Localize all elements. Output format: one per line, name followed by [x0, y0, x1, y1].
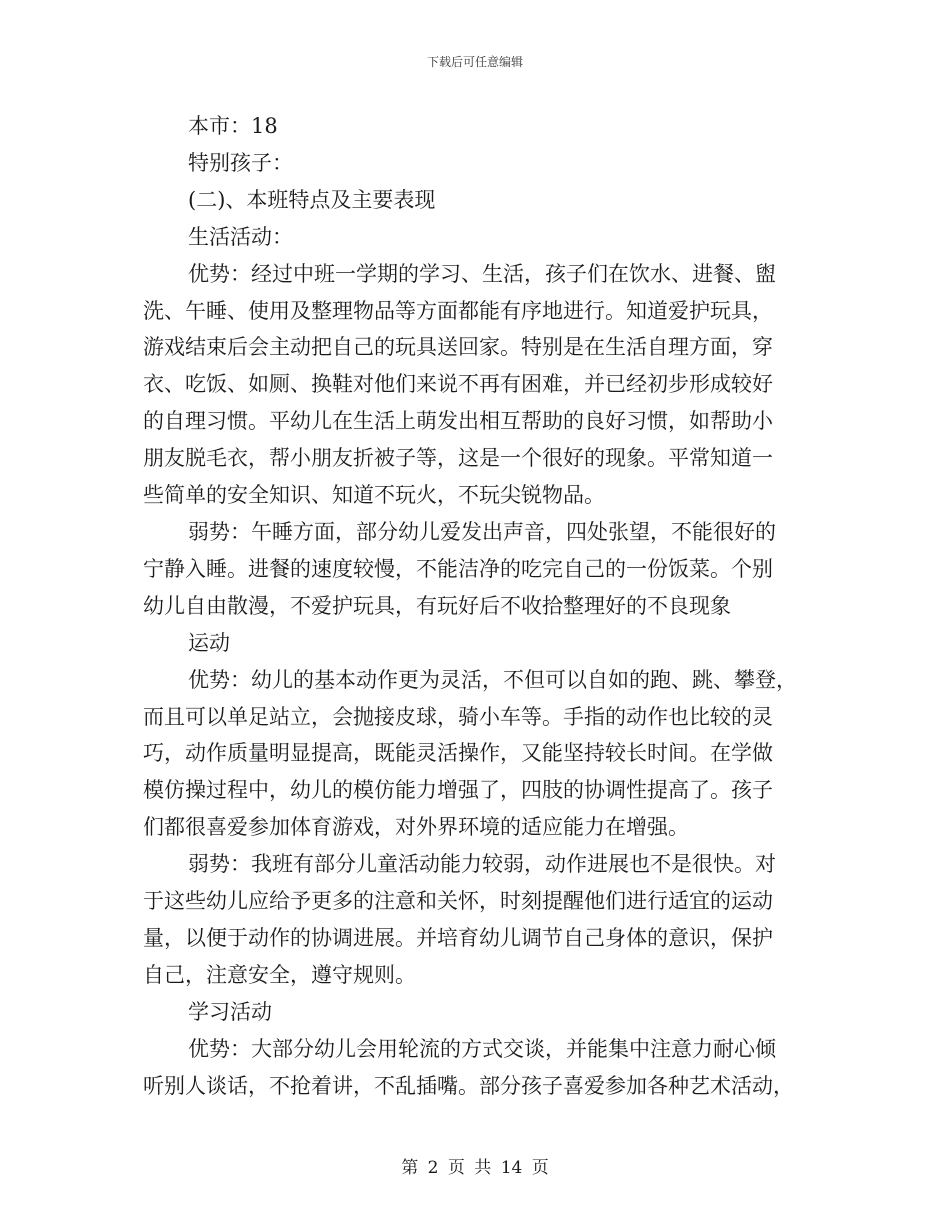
text-line: 弱势：我班有部分儿童活动能力较弱，动作进展也不是很快。对 — [188, 852, 776, 877]
text-line: 游戏结束后会主动把自己的玩具送回家。特别是在生活自理方面，穿 — [143, 335, 773, 360]
document-body — [143, 108, 808, 1104]
text-line: 量，以便于动作的协调进展。并培育幼儿调节自己身体的意识，保护 — [143, 925, 773, 950]
text-line: 弱势：午睡方面，部分幼儿爱发出声音，四处张望，不能很好的 — [188, 519, 776, 544]
text-line: 们都很喜爱参加体育游戏，对外界环境的适应能力在增强。 — [143, 815, 689, 840]
text-line: 优势：经过中班一学期的学习、生活，孩子们在饮水、进餐、盥 — [188, 261, 776, 286]
text-line: 优势：大部分幼儿会用轮流的方式交谈，并能集中注意力耐心倾 — [188, 1036, 776, 1061]
text-line: 些简单的安全知识、知道不玩火，不玩尖锐物品。 — [143, 483, 605, 508]
text-line: 于这些幼儿应给予更多的注意和关怀，时刻提醒他们进行适宜的运动 — [143, 889, 773, 914]
text-line: 听别人谈话，不抢着讲，不乱插嘴。部分孩子喜爱参加各种艺术活动， — [143, 1073, 794, 1098]
text-line: 衣、吃饭、如厕、换鞋对他们来说不再有困难，并已经初步形成较好 — [143, 372, 773, 397]
text-line: 优势：幼儿的基本动作更为灵活，不但可以自如的跑、跳、攀登， — [188, 667, 797, 692]
text-line: 生活活动： — [188, 224, 293, 249]
text-line: 运动 — [188, 630, 230, 655]
page-footer: 第 2 页 共 14 页 — [401, 1158, 549, 1178]
text-line: 宁静入睡。进餐的速度较慢，不能洁净的吃完自己的一份饭菜。个别 — [143, 556, 773, 581]
text-line: 巧，动作质量明显提高，既能灵活操作，又能坚持较长时间。在学做 — [143, 741, 773, 766]
text-line: 朋友脱毛衣，帮小朋友折被子等，这是一个很好的现象。平常知道一 — [143, 446, 773, 471]
text-line: (二)、本班特点及主要表现 — [188, 187, 436, 212]
text-line: 模仿操过程中，幼儿的模仿能力增强了，四肢的协调性提高了。孩子 — [143, 778, 773, 803]
text-line: 幼儿自由散漫，不爱护玩具，有玩好后不收拾整理好的不良现象 — [143, 593, 731, 618]
text-line: 洗、午睡、使用及整理物品等方面都能有序地进行。知道爱护玩具， — [143, 298, 773, 323]
text-line: 本市：18 — [188, 114, 278, 138]
text-line: 而且可以单足站立，会抛接皮球，骑小车等。手指的动作也比较的灵 — [143, 704, 773, 729]
text-line: 特别孩子： — [188, 150, 293, 175]
page-header: 下载后可任意编辑 — [426, 55, 523, 69]
text-line: 自己，注意安全，遵守规则。 — [143, 962, 416, 987]
text-line: 的自理习惯。平幼儿在生活上萌发出相互帮助的良好习惯，如帮助小 — [143, 409, 773, 434]
text-line: 学习活动 — [188, 999, 272, 1024]
